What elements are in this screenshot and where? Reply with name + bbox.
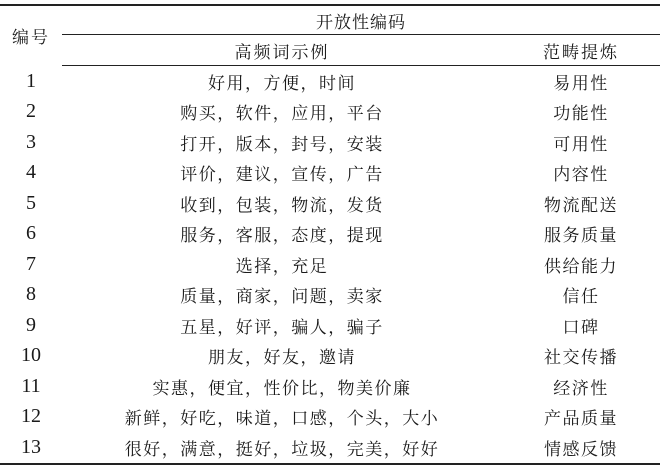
table-row <box>0 280 660 311</box>
row-id-cell: 12 <box>21 405 41 428</box>
row-category-cell: 功能性 <box>553 104 609 125</box>
header-row-sub <box>0 35 660 66</box>
header-row-group <box>0 5 660 35</box>
table-header <box>0 5 660 66</box>
table-row <box>0 97 660 128</box>
table-row <box>0 371 660 402</box>
row-keywords-cell: 收到，包装，物流，发货 <box>180 195 384 216</box>
row-keywords-cell: 选择，充足 <box>235 256 329 277</box>
row-id-cell: 3 <box>26 130 36 153</box>
row-id-cell: 9 <box>26 313 36 336</box>
table-row <box>0 127 660 158</box>
row-category-cell: 信任 <box>562 287 600 308</box>
row-category-cell: 可用性 <box>553 134 609 155</box>
table-row <box>0 249 660 280</box>
table-row <box>0 66 660 97</box>
row-category-cell: 供给能力 <box>544 256 618 277</box>
row-keywords-cell: 很好，满意，挺好，垃圾，完美，好好 <box>62 432 502 464</box>
table-row <box>0 188 660 219</box>
row-id-cell: 13 <box>0 432 62 464</box>
row-id-cell: 2 <box>26 100 36 123</box>
row-category-cell: 服务质量 <box>544 226 618 247</box>
words-column-header: 高频词示例 <box>62 35 502 66</box>
row-category-cell: 产品质量 <box>544 409 618 430</box>
table-row <box>0 219 660 250</box>
row-keywords-cell: 购买，软件，应用，平台 <box>180 104 384 125</box>
row-category-cell: 物流配送 <box>544 195 618 216</box>
row-category-cell: 易用性 <box>553 73 609 94</box>
row-keywords-cell: 质量，商家，问题，卖家 <box>180 287 384 308</box>
row-category-cell: 口碑 <box>562 317 600 338</box>
row-keywords-cell: 新鲜，好吃，味道，口感，个头，大小 <box>124 409 440 430</box>
row-id-cell: 6 <box>26 222 36 245</box>
row-category-cell: 社交传播 <box>544 348 618 369</box>
row-keywords-cell: 实惠，便宜，性价比，物美价廉 <box>152 378 412 399</box>
table-row <box>0 341 660 372</box>
row-keywords-cell: 服务，客服，态度，提现 <box>180 226 384 247</box>
category-column-header: 范畴提炼 <box>502 35 660 66</box>
row-keywords-cell: 五星，好评，骗人，骗子 <box>180 317 384 338</box>
id-column-header: 编号 <box>0 5 62 66</box>
row-id-cell: 4 <box>26 161 36 184</box>
table-row <box>0 310 660 341</box>
row-keywords-cell: 朋友，好友，邀请 <box>208 348 356 369</box>
row-id-cell: 7 <box>26 252 36 275</box>
row-id-cell: 5 <box>26 191 36 214</box>
table-row <box>0 158 660 189</box>
open-coding-table <box>0 4 660 465</box>
row-id-cell: 10 <box>21 344 41 367</box>
row-category-cell: 内容性 <box>553 165 609 186</box>
row-id-cell: 1 <box>26 69 36 92</box>
row-id-cell: 11 <box>21 374 41 397</box>
row-keywords-cell: 打开，版本，封号，安装 <box>180 134 384 155</box>
row-keywords-cell: 好用，方便，时间 <box>208 73 356 94</box>
row-keywords-cell: 评价，建议，宣传，广告 <box>180 165 384 186</box>
open-coding-group-header: 开放性编码 <box>62 5 660 35</box>
row-category-cell: 情感反馈 <box>502 432 660 464</box>
row-id-cell: 8 <box>26 283 36 306</box>
row-category-cell: 经济性 <box>553 378 609 399</box>
table-row <box>0 402 660 433</box>
table-body <box>0 66 660 464</box>
